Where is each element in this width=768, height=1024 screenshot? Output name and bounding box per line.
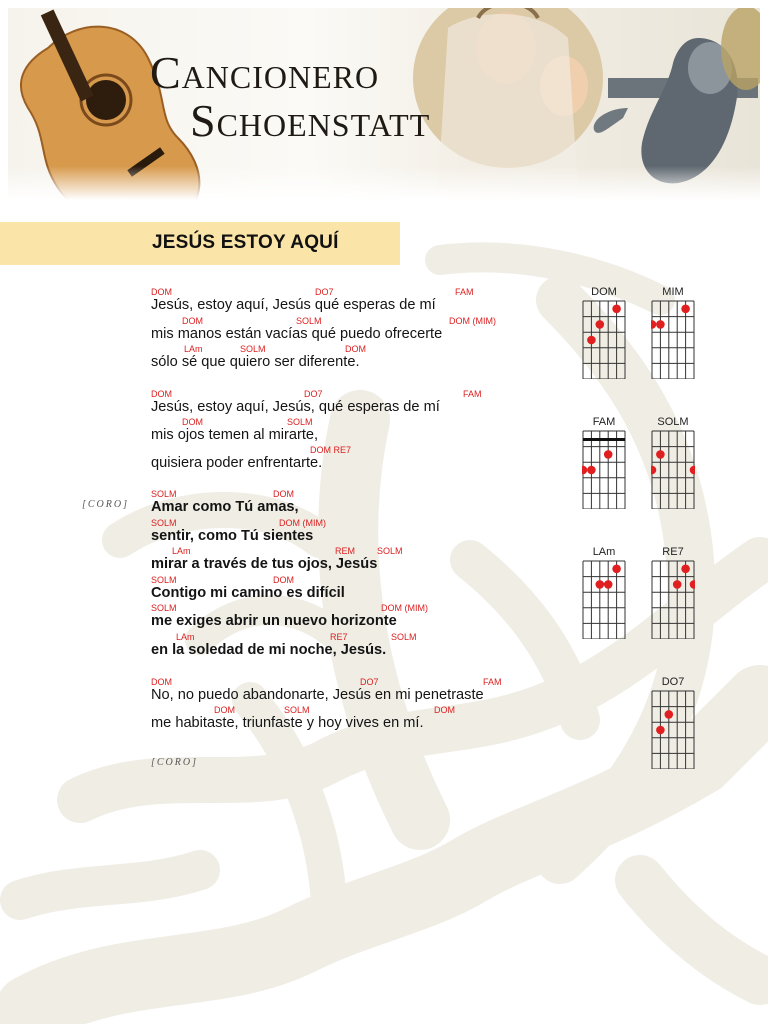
- chord-label: SOLM: [377, 546, 403, 556]
- chord-label: RE7: [330, 632, 348, 642]
- virgin-mary-image: [413, 8, 603, 188]
- lyric-line: mis ojos temen al mirarte,: [151, 427, 319, 443]
- chord-label: FAM: [463, 389, 482, 399]
- chord-label: DOM: [273, 489, 294, 499]
- lyric-line: me exiges abrir un nuevo horizonte: [151, 613, 397, 629]
- chord-label: SOLM: [287, 417, 313, 427]
- chord-label: SOLM: [151, 575, 177, 585]
- chord-label: LAm: [172, 546, 191, 556]
- chord-label: FAM: [455, 287, 474, 297]
- chord-diagram: [582, 300, 626, 379]
- chord-diagram: [651, 430, 695, 509]
- chord-label: DOM: [214, 705, 235, 715]
- barre-bar: [583, 438, 625, 441]
- chord-diagram-name: MIM: [662, 286, 684, 298]
- lyric-line: me habitaste, triunfaste y hoy vives en mí.: [151, 715, 424, 731]
- finger-dot: [656, 450, 665, 459]
- lyric-line: No, no puedo abandonarte, Jesús en mi penetraste: [151, 687, 484, 703]
- chord-label: SOLM: [240, 344, 266, 354]
- chord-label: DOM (MIM): [381, 603, 428, 613]
- chord-label: DOM: [345, 344, 366, 354]
- finger-dot: [665, 710, 674, 719]
- chorus-marker: [CORO]: [151, 757, 199, 768]
- chord-diagram-name: DO7: [661, 676, 685, 688]
- finger-dot: [612, 305, 621, 314]
- chord-label: FAM: [483, 677, 502, 687]
- chord-diagram: [651, 300, 695, 379]
- finger-dot: [582, 466, 587, 475]
- chord-label: DOM: [182, 316, 203, 326]
- finger-dot: [651, 320, 656, 329]
- finger-dot: [690, 466, 695, 475]
- chord-label: DOM: [151, 389, 172, 399]
- chord-label: DOM: [273, 575, 294, 585]
- brand-line-2: Schoenstatt: [190, 95, 431, 146]
- chord-label: DO7: [315, 287, 334, 297]
- chord-label: DOM (MIM): [279, 518, 326, 528]
- banner-fade: [8, 166, 760, 200]
- chord-label: DOM: [151, 677, 172, 687]
- finger-dot: [596, 580, 605, 589]
- finger-dot: [656, 726, 665, 735]
- lyric-line: mis manos están vacías qué puedo ofrecerte: [151, 326, 443, 342]
- lyric-line: Amar como Tú amas,: [151, 499, 299, 515]
- chord-diagram-name: LAm: [592, 546, 616, 558]
- chord-label: DO7: [304, 389, 323, 399]
- lyric-line: Jesús, estoy aquí, Jesús, qué esperas de mí: [151, 399, 440, 415]
- lyric-line: Jesús, estoy aquí, Jesús qué esperas de mí: [151, 297, 436, 313]
- chord-label: SOLM: [151, 603, 177, 613]
- chord-diagram: [651, 690, 695, 769]
- chord-diagram: [582, 430, 626, 509]
- finger-dot: [681, 305, 690, 314]
- chord-label: DOM: [182, 417, 203, 427]
- lyric-line: sólo sé que quiero ser diferente.: [151, 354, 360, 370]
- finger-dot: [604, 580, 613, 589]
- chord-label: SOLM: [151, 489, 177, 499]
- finger-dot: [656, 320, 665, 329]
- song-title: JESÚS ESTOY AQUÍ: [152, 232, 339, 253]
- chord-label: DOM (MIM): [449, 316, 496, 326]
- crucifix-image: [594, 8, 760, 183]
- chord-label: LAm: [184, 344, 203, 354]
- finger-dot: [587, 336, 596, 345]
- chord-label: REM: [335, 546, 355, 556]
- finger-dot: [690, 580, 695, 589]
- chord-label: DOM: [434, 705, 455, 715]
- finger-dot: [651, 466, 656, 475]
- chord-diagram-name: FAM: [592, 416, 616, 428]
- chord-label: DOM RE7: [310, 445, 352, 455]
- finger-dot: [604, 450, 613, 459]
- brand-line-1: Cancionero: [150, 47, 380, 98]
- lyric-line: mirar a través de tus ojos, Jesús: [151, 556, 378, 572]
- lyric-line: en la soledad de mi noche, Jesús.: [151, 642, 387, 658]
- chord-label: SOLM: [284, 705, 310, 715]
- finger-dot: [596, 320, 605, 329]
- lyric-line: Contigo mi camino es difícil: [151, 585, 345, 601]
- chord-label: DO7: [360, 677, 379, 687]
- finger-dot: [673, 580, 682, 589]
- chord-diagram-name: DOM: [591, 286, 617, 298]
- chord-diagram-name: RE7: [662, 546, 684, 558]
- finger-dot: [587, 466, 596, 475]
- lyric-line: sentir, como Tú sientes: [151, 528, 314, 544]
- finger-dot: [681, 565, 690, 574]
- chord-diagram: [582, 560, 626, 639]
- chord-label: DOM: [151, 287, 172, 297]
- chord-diagram: [651, 560, 695, 639]
- chorus-marker: [CORO]: [82, 499, 130, 510]
- chord-label: SOLM: [296, 316, 322, 326]
- chord-label: SOLM: [151, 518, 177, 528]
- chord-diagram-name: SOLM: [657, 416, 689, 428]
- lyric-line: quisiera poder enfrentarte.: [151, 455, 323, 471]
- finger-dot: [612, 565, 621, 574]
- chord-label: SOLM: [391, 632, 417, 642]
- chord-label: LAm: [176, 632, 195, 642]
